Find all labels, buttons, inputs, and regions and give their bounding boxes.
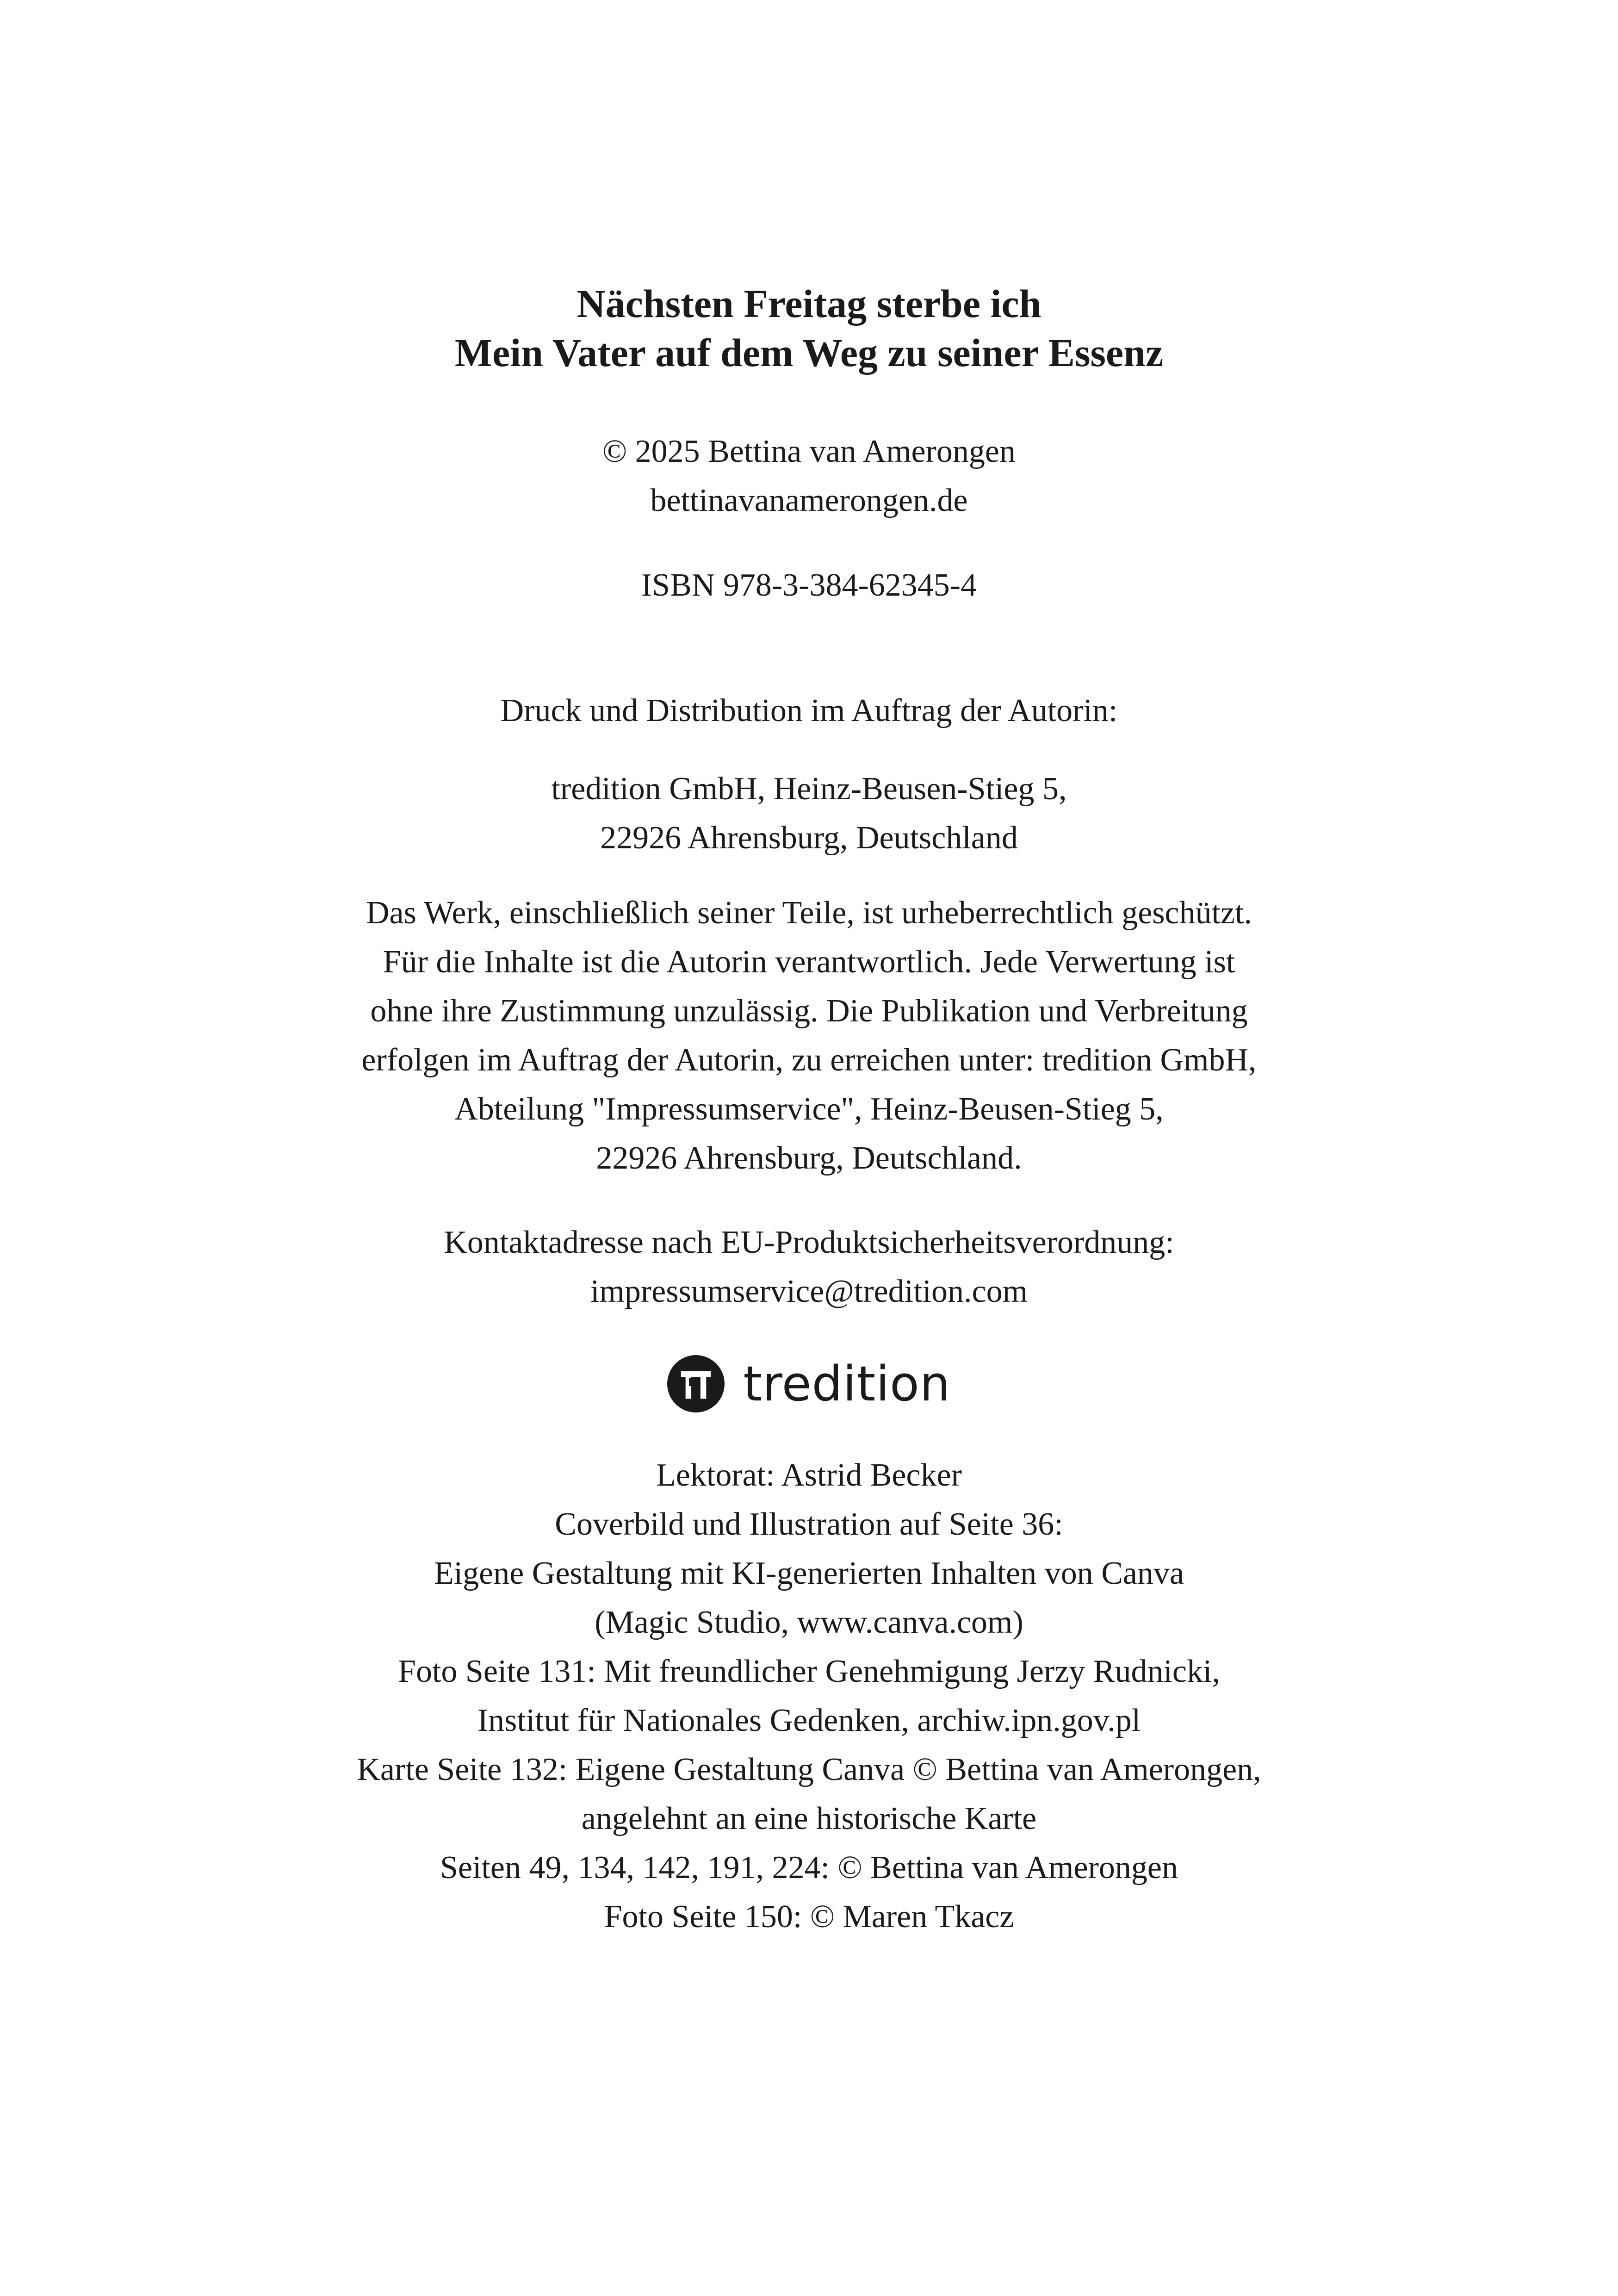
isbn-block: [0, 561, 1618, 610]
credit-line: Lektorat: Astrid Becker: [656, 1457, 962, 1493]
book-title: [0, 279, 1618, 377]
credit-line: Seiten 49, 134, 142, 191, 224: © Bettina van Amerongen: [440, 1850, 1178, 1885]
legal-notice: [0, 889, 1618, 1183]
contact-block: [0, 1218, 1618, 1316]
distribution-heading-block: [0, 686, 1618, 735]
address-line: tredition GmbH, Heinz-Beusen-Stieg 5,: [551, 771, 1067, 807]
copyright-notice: © 2025 Bettina van Amerongen: [602, 434, 1016, 469]
tredition-logo-icon: [667, 1355, 725, 1412]
legal-line: Abteilung "Impressumservice", Heinz-Beusen-Stieg 5,: [454, 1091, 1164, 1127]
credit-line: Coverbild und Illustration auf Seite 36:: [555, 1506, 1063, 1542]
credit-line: Foto Seite 150: © Maren Tkacz: [604, 1899, 1014, 1935]
credit-line: Eigene Gestaltung mit KI-generierten Inhalten von Canva: [434, 1556, 1184, 1591]
credit-line: Karte Seite 132: Eigene Gestaltung Canva © Bettina van Amerongen,: [357, 1752, 1261, 1787]
isbn: ISBN 978-3-384-62345-4: [641, 567, 977, 603]
credit-line: (Magic Studio, www.canva.com): [595, 1605, 1023, 1640]
subtitle-line: Mein Vater auf dem Weg zu seiner Essenz: [454, 330, 1164, 375]
title-line: Nächsten Freitag sterbe ich: [577, 281, 1041, 326]
legal-line: Für die Inhalte ist die Autorin verantwortlich. Jede Verwertung ist: [383, 944, 1235, 980]
publisher-address: [0, 765, 1618, 863]
author-website: bettinavanamerongen.de: [650, 483, 968, 518]
contact-email: impressumservice@tredition.com: [590, 1274, 1028, 1309]
contact-heading: Kontaktadresse nach EU-Produktsicherheitsverordnung:: [444, 1225, 1174, 1260]
credit-line: angelehnt an eine historische Karte: [581, 1801, 1037, 1836]
address-line: 22926 Ahrensburg, Deutschland: [600, 820, 1018, 856]
credits-block: [0, 1451, 1618, 1941]
tredition-logo-text: tredition: [743, 1356, 951, 1412]
copyright-block: [0, 427, 1618, 525]
tredition-logo: [0, 1351, 1618, 1416]
legal-line: 22926 Ahrensburg, Deutschland.: [596, 1140, 1022, 1176]
credit-line: Institut für Nationales Gedenken, archiw.ipn.gov.pl: [477, 1703, 1141, 1738]
legal-line: ohne ihre Zustimmung unzulässig. Die Publikation und Verbreitung: [370, 993, 1248, 1029]
distribution-heading: Druck und Distribution im Auftrag der Autorin:: [500, 693, 1118, 728]
legal-line: erfolgen im Auftrag der Autorin, zu erreichen unter: tredition GmbH,: [361, 1042, 1257, 1078]
legal-line: Das Werk, einschließlich seiner Teile, ist urheberrechtlich geschützt.: [366, 895, 1252, 931]
credit-line: Foto Seite 131: Mit freundlicher Genehmigung Jerzy Rudnicki,: [398, 1654, 1220, 1689]
